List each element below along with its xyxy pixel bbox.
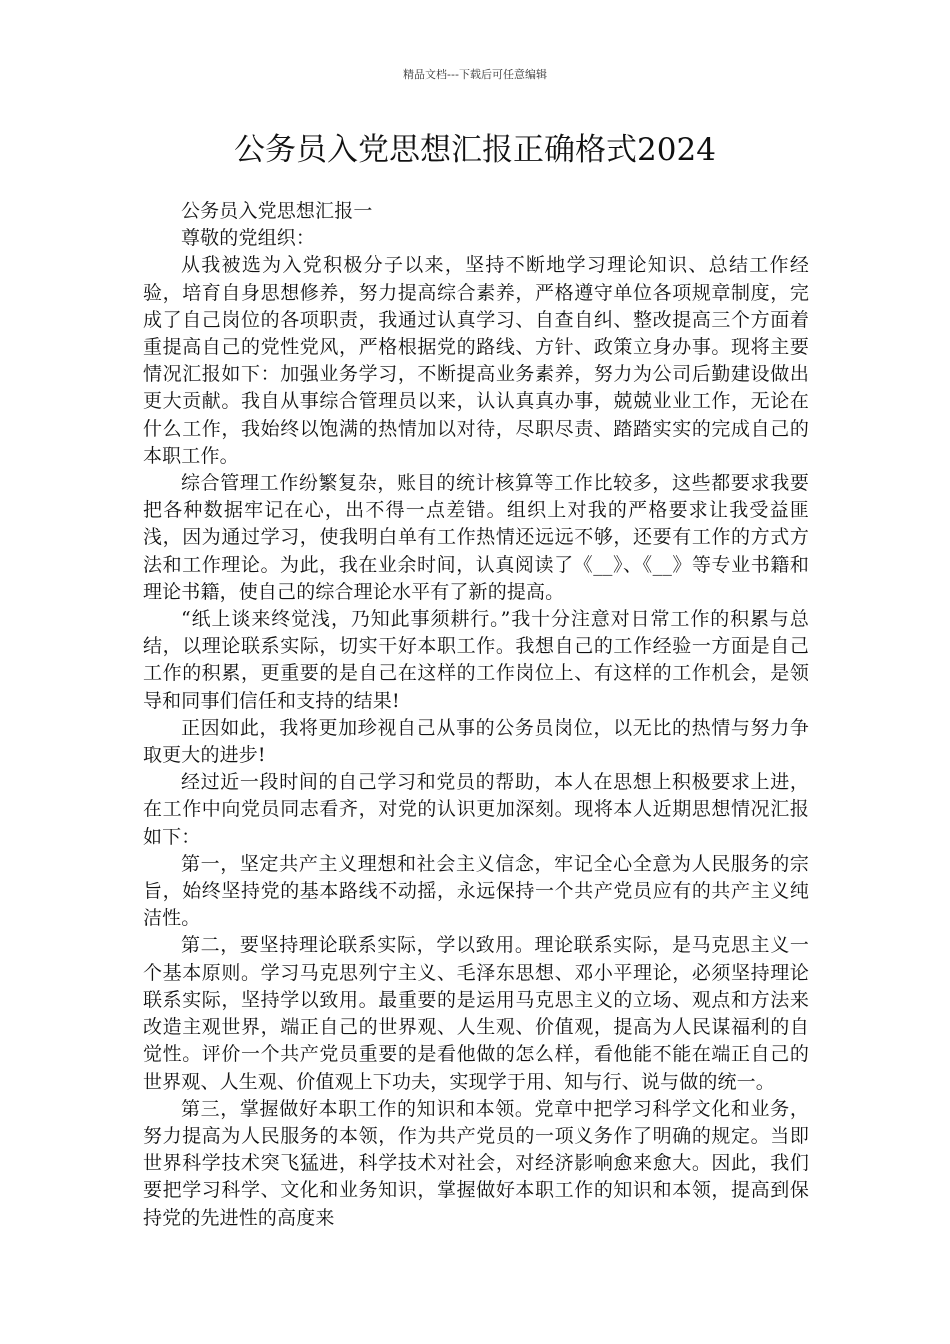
document-title: 公务员入党思想汇报正确格式2024 bbox=[234, 132, 716, 168]
body-paragraph: 从我被选为入党积极分子以来，坚持不断地学习理论知识、总结工作经验，培育自身思想修养，努力提高综合素养，严格遵守单位各项规章制度，完成了自己岗位的各项职责，我通过认真学习、自查自纠、整改提高三个方面着重提高自己的党性党风，严格根据党的路线、方针、政策立身办事。现将主要情况汇报如下：加强业务学习，不断提高业务素养，努力为公司后勤建设做出更大贡献。我自从事综合管理员以来，认认真真办事，兢兢业业工作，无论在什么工作，我始终以饱满的热情加以对待，尽职尽责、踏踏实实的完成自己的本职工作。 bbox=[143, 254, 809, 467]
body-paragraph: 第一，坚定共产主义理想和社会主义信念，牢记全心全意为人民服务的宗旨，始终坚持党的基本路线不动摇，永远保持一个共产党员应有的共产主义纯洁性。 bbox=[143, 852, 809, 930]
page-header: 精品文档---下载后可任意编辑 bbox=[403, 68, 547, 81]
salutation: 尊敬的党组织： bbox=[181, 227, 316, 250]
body-paragraph: “纸上谈来终觉浅，乃知此事须耕行。”我十分注意对日常工作的积累与总结，以理论联系实际，切实干好本职工作。我想自己的工作经验一方面是自己工作的积累，更重要的是自己在这样的工作岗位上、有这样的工作机会，是领导和同事们信任和支持的结果! bbox=[143, 608, 809, 712]
body-paragraph: 第二，要坚持理论联系实际，学以致用。理论联系实际，是马克思主义一个基本原则。学习马克思列宁主义、毛泽东思想、邓小平理论，必须坚持理论联系实际，坚持学以致用。最重要的是运用马克思主义的立场、观点和方法来改造主观世界，端正自己的世界观、人生观、价值观，提高为人民谋福利的自觉性。评价一个共产党员重要的是看他做的怎么样，看他能不能在端正自己的世界观、人生观、价值观上下功夫，实现学于用、知与行、说与做的统一。 bbox=[143, 934, 809, 1093]
body-paragraph: 正因如此，我将更加珍视自己从事的公务员岗位，以无比的热情与努力争取更大的进步! bbox=[143, 716, 809, 767]
body-paragraph: 经过近一段时间的自己学习和党员的帮助，本人在思想上积极要求上进，在工作中向党员同志看齐，对党的认识更加深刻。现将本人近期思想情况汇报如下： bbox=[143, 771, 809, 848]
body-paragraph: 综合管理工作纷繁复杂，账目的统计核算等工作比较多，这些都要求我要把各种数据牢记在心，出不得一点差错。组织上对我的严格要求让我受益匪浅，因为通过学习，使我明白单有工作热情还远远不够，还要有工作的方式方法和工作理论。为此，我在业余时间，认真阅读了《__》、《__》等专业书籍和理论书籍，使自己的综合理论水平有了新的提高。 bbox=[143, 472, 809, 603]
body-paragraph: 第三，掌握做好本职工作的知识和本领。党章中把学习科学文化和业务，努力提高为人民服务的本领，作为共产党员的一项义务作了明确的规定。当即世界科学技术突飞猛进，科学技术对社会，对经济影响愈来愈大。因此，我们要把学习科学、文化和业务知识，掌握做好本职工作的知识和本领，提高到保持党的先进性的高度来 bbox=[143, 1097, 809, 1229]
document-body bbox=[143, 198, 809, 1232]
section-heading: 公务员入党思想汇报一 bbox=[181, 200, 373, 222]
